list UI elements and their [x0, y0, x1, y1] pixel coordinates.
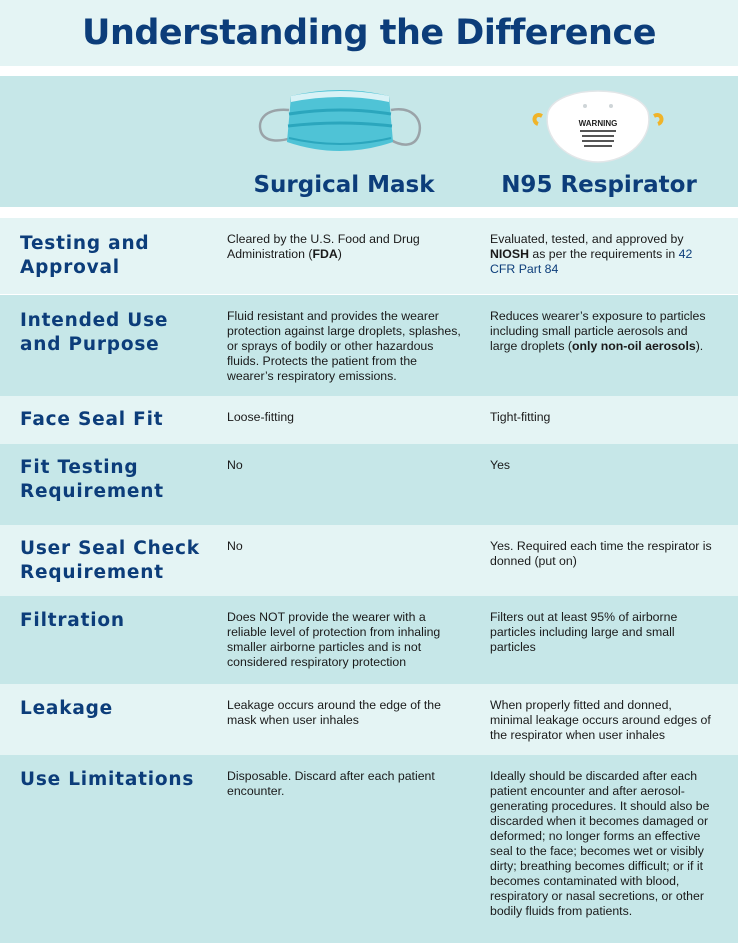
cell-bold-text: NIOSH: [490, 247, 529, 261]
n95-cell: Filters out at least 95% of airborne particles including large and small particles: [490, 610, 678, 654]
n95-warning-text: WARNING: [578, 119, 618, 128]
surgical-cell: Does NOT provide the wearer with a reliable level of protection from inhaling smaller airborne particles and is not considered respiratory protection: [227, 610, 441, 669]
cell-text: ).: [695, 339, 704, 353]
n95-respirator-header: N95 Respirator: [501, 172, 697, 198]
row-label: Face Seal Fit: [20, 409, 164, 430]
row-label: Use Limitations: [20, 769, 195, 790]
surgical-cell: Leakage occurs around the edge of the mask when user inhales: [227, 698, 441, 727]
row-label: Intended Use and Purpose: [20, 310, 169, 355]
row-fit-testing: [0, 444, 738, 525]
n95-cell: When properly fitted and donned, minimal leakage occurs around edges of the respirator when user inhales: [490, 698, 711, 742]
surgical-cell: Fluid resistant and provides the wearer protection against large droplets, splashes, or sprays of bodily or other hazardous fluids. Protects the patient from the wearer’s respiratory emissions.: [227, 309, 461, 383]
surgical-cell: [227, 232, 465, 262]
row-label: Filtration: [20, 610, 125, 631]
surgical-cell: No: [227, 458, 243, 472]
row-face-seal-fit: [0, 396, 738, 444]
n95-cell: Yes: [490, 458, 511, 472]
cell-text: as per the requirements in: [528, 247, 679, 261]
surgical-cell: No: [227, 539, 243, 553]
surgical-cell: Disposable. Discard after each patient encounter.: [227, 769, 435, 798]
n95-cell: Tight-fitting: [490, 410, 551, 424]
cell-text: Reduces wearer’s exposure to particles including small particle aerosols and large droplets (: [490, 309, 706, 353]
regulation-link[interactable]: 42 CFR Part 84: [490, 247, 693, 276]
surgical-cell: Loose-fitting: [227, 410, 294, 424]
row-user-seal-check: [0, 525, 738, 596]
cell-text: Evaluated, tested, and approved by: [490, 232, 684, 246]
cell-bold-text: FDA: [312, 247, 338, 261]
row-label: Leakage: [20, 698, 113, 719]
row-use-limitations: [0, 755, 738, 943]
n95-cell: Ideally should be discarded after each patient encounter and after aerosol-generating procedures. It should also be discarded when it becomes damaged or deformed; no longer forms an effective seal to the face; becomes wet or visibly dirty; breathing becomes difficult; or if it becomes contaminated with blood, respiratory or nasal secretions, or other bodily fluids from patients.: [490, 769, 710, 918]
row-testing-approval: [0, 218, 738, 294]
title-band: [0, 0, 738, 66]
surgical-mask-header: Surgical Mask: [253, 172, 435, 198]
page-title: Understanding the Difference: [82, 13, 656, 53]
row-leakage: [0, 684, 738, 755]
column-header-band: [0, 76, 738, 207]
cell-text: ): [337, 247, 342, 261]
row-label: Testing and Approval: [20, 233, 150, 278]
row-intended-use: [0, 295, 738, 396]
surgical-mask-image: [255, 80, 425, 162]
cell-text: Cleared by the U.S. Food and Drug Administration (: [227, 232, 420, 261]
row-label: Fit Testing Requirement: [20, 457, 164, 502]
cell-bold-text: only non-oil aerosols: [572, 339, 696, 353]
n95-cell: [490, 232, 715, 277]
n95-cell: [490, 309, 715, 354]
n95-respirator-image: [528, 82, 668, 166]
row-filtration: [0, 596, 738, 684]
row-label: User Seal Check Requirement: [20, 538, 200, 583]
n95-cell: Yes. Required each time the respirator is donned (put on): [490, 539, 712, 568]
